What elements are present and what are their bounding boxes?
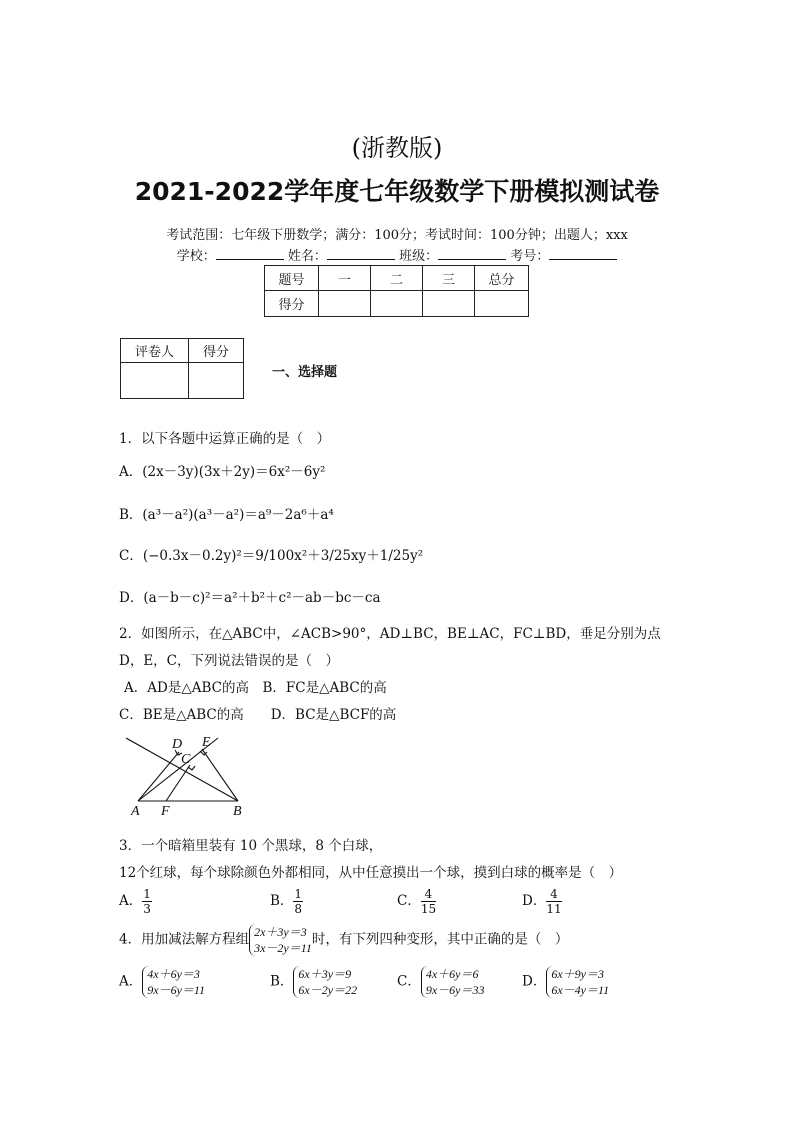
score-cell[interactable] [371,291,423,317]
grader-table [120,338,244,399]
segment-fc [166,765,190,801]
grader-header-cell: 评卷人 [121,339,189,363]
q4-option-d: D． 6x＋9y＝3 6x－4y＝11 [522,967,610,998]
class-field[interactable] [438,247,506,260]
label-b: B [233,804,242,819]
score-header-cell: 三 [423,266,475,291]
score-header-cell: 二 [371,266,423,291]
segment-be [202,749,238,801]
label-c: C [181,752,191,767]
score-header-cell: 一 [319,266,371,291]
exam-no-field[interactable] [549,247,617,260]
q2-stem-line2: D，E，C，下列说法错误的是（ ） [119,653,340,669]
score-header-cell: 题号 [265,266,319,291]
grader-cell[interactable] [121,363,189,399]
q4-stem: 4．用加减法解方程组 2x＋3y＝3 3x－2y＝11 时，有下列四种变形，其中正确的是（ ） [119,925,569,956]
score-row-label: 得分 [265,291,319,317]
q4-option-b: B． 6x＋3y＝9 6x－2y＝22 [270,967,358,998]
triangle-figure [118,733,258,819]
label-a: A [131,804,140,819]
edition-label: (浙教版) [351,134,443,162]
q2-options-line2: C．BE是△ABC的高 D．BC是△BCF的高 [119,707,397,723]
section-title: 一、选择题 [272,365,338,380]
score-cell[interactable] [475,291,529,317]
q1-option-c: C．(−0.3x－0.2y)²＝9/100x²＋3/25xy＋1/25y² [119,548,424,564]
q2-stem-line1: 2．如图所示，在△ABC中，∠ACB>90°，AD⊥BC，BE⊥AC，FC⊥BD，垂足分别为点 [119,626,661,642]
label-f: F [161,804,170,819]
page-title: 2021-2022学年度七年级数学下册模拟测试卷 [134,177,660,206]
exam-no-label: 考号： [510,249,550,264]
label-d: D [172,737,183,752]
q3-option-a: A． $\frac{1}{3}$ [119,887,151,916]
student-info-line [0,245,794,264]
grader-cell[interactable] [189,363,244,399]
class-label: 班级： [399,249,439,264]
score-header-cell: 总分 [475,266,529,291]
q3-option-b: B． $\frac{1}{8}$ [270,887,303,916]
exam-info-line: 考试范围：七年级下册数学；满分：100分；考试时间：100分钟；出题人；xxx [166,228,628,243]
q3-stem-line1: 3．一个暗箱里装有 10 个黑球，8 个白球， [119,838,383,854]
score-cell[interactable] [423,291,475,317]
score-table [264,265,529,317]
grader-header-cell: 得分 [189,339,244,363]
q4-stem-system: 2x＋3y＝3 3x－2y＝11 [249,924,312,956]
q2-options-line1: A．AD是△ABC的高 B．FC是△ABC的高 [124,680,387,696]
q3-option-d: D． $\frac{4}{11}$ [522,887,562,916]
school-field[interactable] [216,247,284,260]
name-label: 姓名： [287,249,327,264]
q4-option-c: C． 4x＋6y＝6 9x－6y＝33 [397,967,485,998]
segment-ad [138,752,179,801]
q1-option-a: A．(2x－3y)(3x＋2y)＝6x²－6y² [119,464,326,480]
q1-option-d: D．(a－b－c)²＝a²＋b²＋c²－ab－bc－ca [119,590,381,606]
q4-option-a: A． 4x＋6y＝3 9x－6y＝11 [119,967,206,998]
score-cell[interactable] [319,291,371,317]
q3-option-c: C． $\frac{4}{15}$ [397,887,437,916]
q1-option-b: B．(a³－a²)(a³－a²)＝a⁹－2a⁶＋a⁴ [119,507,334,523]
q1-stem: 1．以下各题中运算正确的是（ ） [119,431,331,447]
q3-stem-line2: 12个红球，每个球除颜色外都相同，从中任意摸出一个球，摸到白球的概率是（ ） [119,865,623,881]
label-e: E [202,735,211,750]
name-field[interactable] [327,247,395,260]
school-label: 学校： [176,249,216,264]
